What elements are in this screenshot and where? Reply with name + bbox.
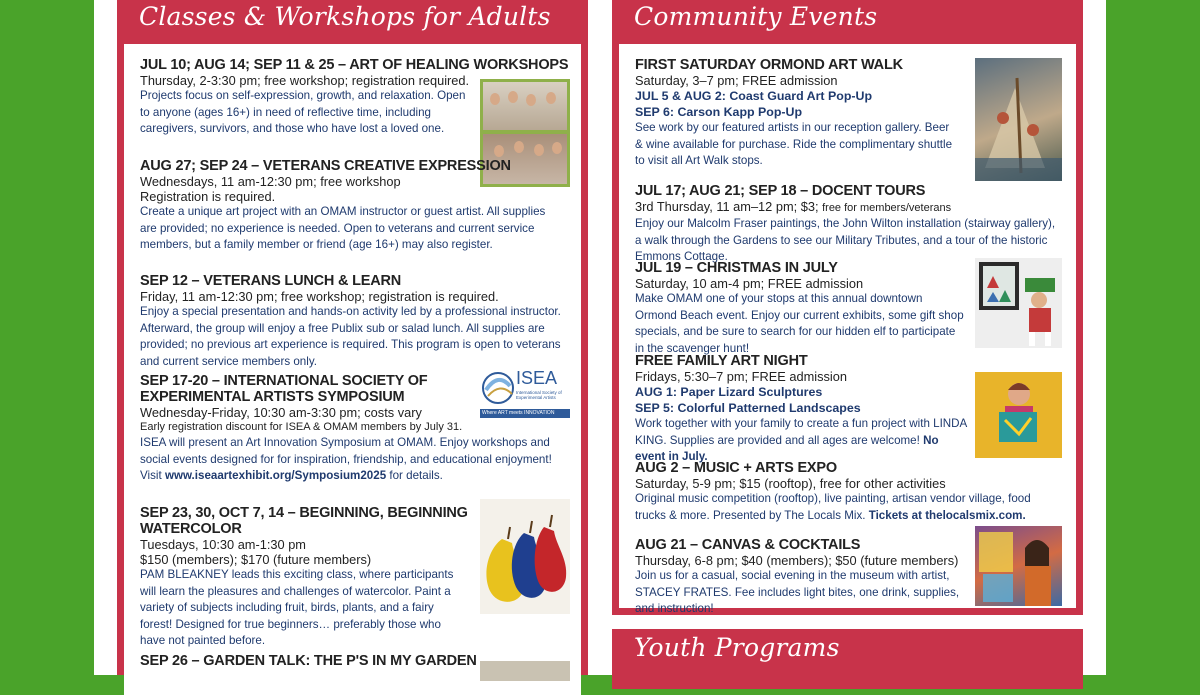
class-heading: AUG 27; SEP 24 – VETERANS CREATIVE EXPRESSION: [140, 158, 511, 174]
class-registration: Registration is required.: [140, 189, 276, 204]
event-canvas-cocktails: [635, 537, 970, 618]
event-schedule-note: free for members/veterans: [822, 202, 952, 214]
class-art-of-healing: [140, 57, 569, 138]
event-schedule: Thursday, 6-8 pm; $40 (members); $50 (future members): [635, 553, 959, 568]
christmas-elf-photo: [975, 258, 1062, 348]
event-popup-1: JUL 5 & AUG 2: Coast Guard Art Pop-Up: [635, 89, 873, 103]
class-description: Create a unique art project with an OMAM instructor or guest artist. All supplies are provided; no experience is needed. Open to veterans and current service members, but a family member or friend (age 16+) may also register.: [140, 205, 546, 251]
class-schedule: Friday, 11 am-12:30 pm; free workshop; registration is required.: [140, 289, 499, 304]
class-description: Enjoy a special presentation and hands-on activity led by a professional instructor. Afterward, the group will enjoy a free Publix sub or salad lunch. All supplies are provided; no previous art experience is required. This program is open to veterans and current service members only.: [140, 305, 561, 368]
event-popup-2: SEP 6: Carson Kapp Pop-Up: [635, 105, 803, 119]
isea-logo: [480, 366, 570, 418]
class-price: $150 (members); $170 (future members): [140, 552, 372, 567]
event-music-arts-expo: [635, 460, 1060, 524]
event-heading: JUL 17; AUG 21; SEP 18 – DOCENT TOURS: [635, 183, 926, 199]
event-description-note: No event in July.: [635, 433, 939, 463]
events-panel: [612, 0, 1083, 615]
class-visit-line: [140, 468, 565, 485]
event-description-text: Original music competition (rooftop), live painting, artisan vendor village, food trucks & more. Presented by The Locals Mix.: [635, 492, 1031, 522]
class-heading: SEP 17-20 – INTERNATIONAL SOCIETY OF EXPERIMENTAL ARTISTS SYMPOSIUM: [140, 373, 428, 405]
class-schedule: Thursday, 2-3:30 pm; free workshop; registration required.: [140, 73, 470, 88]
visit-suffix: for details.: [389, 469, 443, 482]
watercolor-pears-painting: [480, 499, 570, 614]
class-heading: SEP 12 – VETERANS LUNCH & LEARN: [140, 273, 402, 289]
class-early-discount: Early registration discount for ISEA & OMAM members by July 31.: [140, 421, 463, 433]
class-description: Projects focus on self-expression, growth, and relaxation. Open to anyone (ages 16+) in need of reflective time, including caregivers, survivors, and those who have lost a loved one.: [140, 89, 466, 135]
garden-talk-photo: [480, 661, 570, 681]
event-description: Join us for a casual, social evening in the museum with artist, STACEY FRATES. Fee includes light bites, one drink, supplies, and instruction!: [635, 569, 960, 615]
event-schedule-main: 3rd Thursday, 11 am–12 pm; $3;: [635, 199, 819, 214]
class-schedule: Wednesdays, 11 am-12:30 pm; free workshop: [140, 174, 401, 189]
isea-logo-name: ISEA: [516, 368, 558, 388]
event-description: Enjoy our Malcolm Fraser paintings, the John Wilton installation (stairway gallery), a walk through the Gardens to see our Military Tributes, and a tour of the historic Emmons Cottage.: [635, 217, 1056, 263]
event-christmas-in-july: [635, 260, 965, 357]
class-schedule: Tuesdays, 10:30 am-1:30 pm: [140, 537, 306, 552]
visit-prefix: Visit: [140, 469, 162, 482]
event-schedule: Saturday, 5-9 pm; $15 (rooftop), free for other activities: [635, 476, 946, 491]
event-heading: AUG 21 – CANVAS & COCKTAILS: [635, 537, 861, 553]
events-panel-body: [619, 44, 1076, 615]
tickets-link[interactable]: Tickets at thelocalsmix.com.: [868, 508, 1026, 522]
classes-panel-body: [124, 44, 581, 695]
event-description-text: Work together with your family to create a fun project with LINDA KING. Supplies are provided and all ages are welcome!: [635, 417, 967, 447]
isea-logo-tagline: Where ART meets INNOVATION: [482, 410, 555, 416]
event-heading: FIRST SATURDAY ORMOND ART WALK: [635, 57, 903, 73]
isea-website-link[interactable]: www.iseaartexhibit.org/Symposium2025: [164, 469, 387, 482]
event-heading: JUL 19 – CHRISTMAS IN JULY: [635, 260, 838, 276]
class-heading: SEP 23, 30, OCT 7, 14 – BEGINNING, BEGINNING WATERCOLOR: [140, 505, 468, 537]
class-veterans-creative-expression: [140, 158, 565, 254]
event-schedule: Saturday, 3–7 pm; FREE admission: [635, 73, 838, 88]
youth-panel-title: Youth Programs: [634, 633, 840, 662]
isea-logo-fullname: International Society of Experimental Artists: [516, 390, 562, 400]
event-project-1: AUG 1: Paper Lizard Sculptures: [635, 385, 823, 399]
event-description: Make OMAM one of your stops at this annual downtown Ormond Beach event. Enjoy our current exhibits, some gift shop specials, and be sure to search for our hidden elf to participate in the scavenger hunt!: [635, 292, 964, 355]
event-description: [635, 416, 970, 466]
art-walk-painting: [975, 58, 1062, 181]
youth-panel: [612, 629, 1083, 689]
events-panel-title: Community Events: [634, 2, 878, 31]
class-veterans-lunch-learn: [140, 273, 565, 370]
linda-king-photo: [975, 372, 1062, 458]
class-beginning-watercolor: [140, 505, 470, 650]
event-docent-tours: [635, 183, 1060, 266]
canvas-cocktails-photo: [975, 526, 1062, 606]
event-schedule: Fridays, 5:30–7 pm; FREE admission: [635, 369, 847, 384]
class-description: ISEA will present an Art Innovation Symposium at OMAM. Enjoy workshops and social events designed for for inspiration, friendship, and educational enjoyment!: [140, 436, 552, 466]
classes-panel-title: Classes & Workshops for Adults: [139, 2, 551, 31]
event-description: [635, 491, 1060, 524]
class-garden-talk: [140, 653, 480, 669]
class-schedule: Wednesday-Friday, 10:30 am-3:30 pm; costs vary: [140, 405, 422, 420]
event-schedule: [635, 199, 1060, 216]
class-description: PAM BLEAKNEY leads this exciting class, where participants will learn the pleasures and challenges of watercolor. Paint a variety of subjects including fruit, birds, plants, and a fairy forest! Designed for true beginners… preferably those who have not painted before.: [140, 568, 454, 647]
event-description: See work by our featured artists in our reception gallery. Beer & wine available for purchase. Ride the complimentary shuttle to visit all Art Walk stops.: [635, 121, 953, 167]
class-heading: SEP 26 – GARDEN TALK: THE P'S IN MY GARDEN: [140, 653, 477, 669]
class-heading: JUL 10; AUG 14; SEP 11 & 25 – ART OF HEALING WORKSHOPS: [140, 57, 569, 73]
event-ormond-art-walk: [635, 57, 965, 170]
event-schedule: Saturday, 10 am-4 pm; FREE admission: [635, 276, 864, 291]
event-heading: FREE FAMILY ART NIGHT: [635, 353, 808, 369]
classes-panel: [117, 0, 588, 675]
event-heading: AUG 2 – MUSIC + ARTS EXPO: [635, 460, 837, 476]
event-project-2: SEP 5: Colorful Patterned Landscapes: [635, 401, 861, 415]
event-family-art-night: [635, 353, 970, 466]
